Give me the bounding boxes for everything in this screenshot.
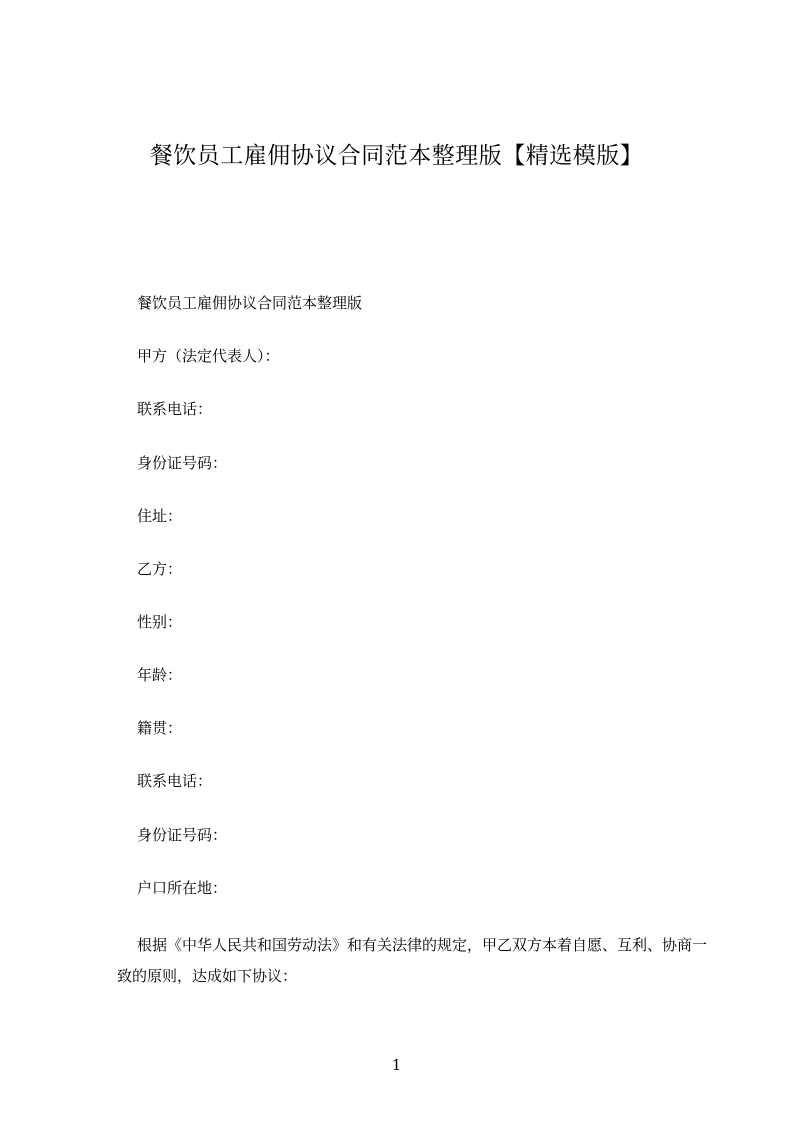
- document-title: 餐饮员工雇佣协议合同范本整理版【精选模版】: [149, 143, 644, 169]
- party-a-label: 甲方（法定代表人）：: [137, 347, 280, 365]
- party-a-phone-label: 联系电话：: [137, 400, 213, 418]
- party-b-gender-label: 性别：: [137, 613, 183, 631]
- document-subtitle: 餐饮员工雇佣协议合同范本整理版: [137, 294, 363, 312]
- party-b-residence-label: 户口所在地：: [137, 879, 228, 897]
- party-b-label: 乙方：: [137, 560, 183, 578]
- party-b-age-label: 年龄：: [137, 666, 183, 684]
- party-a-id-label: 身份证号码：: [137, 454, 228, 472]
- party-b-phone-label: 联系电话：: [137, 772, 213, 790]
- party-a-address-label: 住址：: [137, 507, 183, 525]
- party-b-origin-label: 籍贯：: [137, 719, 183, 737]
- intro-paragraph: 根据《中华人民共和国劳动法》和有关法律的规定，甲乙双方本着自愿、互利、协商一致的原则，达成如下协议：: [117, 936, 708, 985]
- page-number: 1: [391, 1056, 402, 1074]
- party-b-id-label: 身份证号码：: [137, 826, 228, 844]
